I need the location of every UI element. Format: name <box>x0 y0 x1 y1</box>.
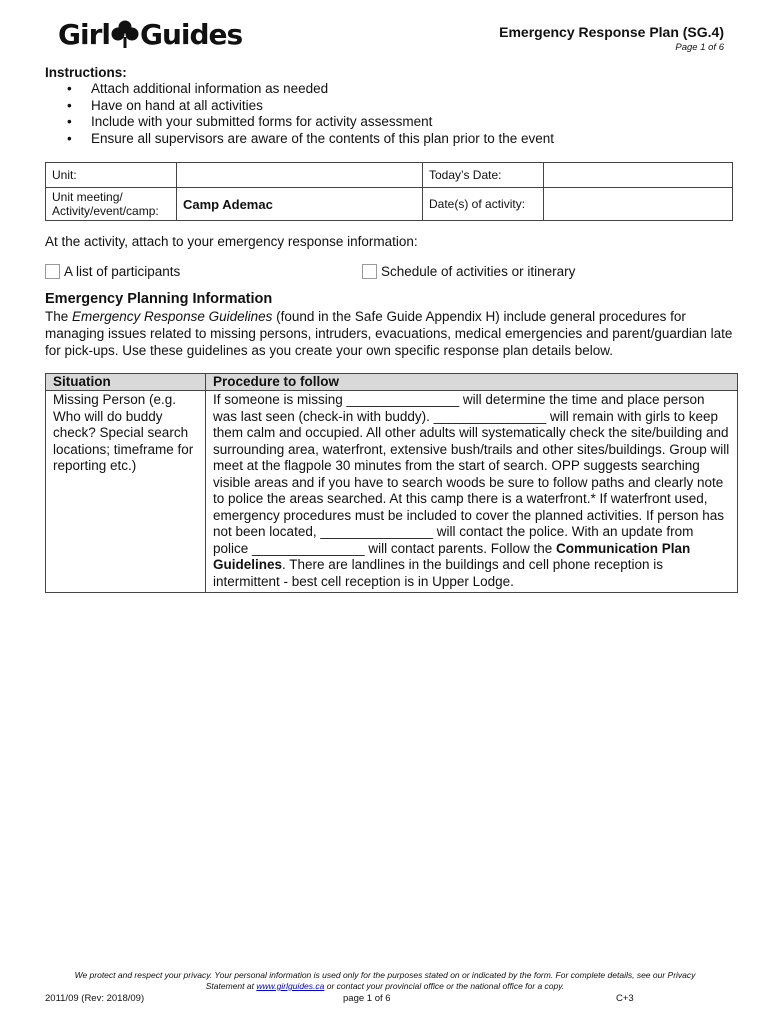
participants-checkbox[interactable] <box>45 264 60 279</box>
activity-dates-field[interactable] <box>544 188 733 221</box>
situation-header: Situation <box>46 374 206 391</box>
planning-text-post: (found in the Safe Guide Appendix H) include general procedures for managing issues related to missing persons, intruders, evacuations, medical emergencies and parent/guardian late for pick-ups. Use these guidelines as you create your own specific response plan details below. <box>45 309 733 358</box>
schedule-checkbox[interactable] <box>362 264 377 279</box>
procedure-header: Procedure to follow <box>206 374 738 391</box>
planning-paragraph <box>45 308 735 359</box>
schedule-checkbox-label: Schedule of activities or itinerary <box>381 264 576 279</box>
todays-date-field[interactable] <box>544 163 733 188</box>
privacy-line2-post: or contact your provincial office or the national office for a copy. <box>324 981 565 991</box>
instruction-item: • Attach additional information as needed <box>45 81 554 98</box>
privacy-line1: We protect and respect your privacy. Your personal information is used only for the purposes stated on or indicated by the form. For complete details, see our Privacy <box>74 970 696 980</box>
form-title: Emergency Response Plan (SG.4) <box>499 24 724 40</box>
meeting-label <box>46 188 177 221</box>
procedure-text: If someone is missing _______________ will determine the time and place person was last seen (check-in with buddy). _______________ will remain with girls to keep them calm and occupied. All other adults will systematically check the site/building and surrounding area, waterfront, extensive bush/trails and other sites/buildings. Group will meet at the flagpole 30 minutes from the start of search. OPP suggests searching visible areas and if you have to search woods be sure to follow paths and clearly note to police the areas searched. At this camp there is a waterfront.* If waterfront used, emergency procedures must be included to cover the planned activities. If person has not been located, _______________ will contact the police. With an update from police _______________ will contact parents. Follow the <box>213 392 730 556</box>
procedure-text-end: . There are landlines in the buildings and cell phone reception is intermittent - best cell reception is in Upper Lodge. <box>213 557 664 589</box>
header-page-number: Page 1 of 6 <box>675 42 724 53</box>
guidelines-title: Emergency Response Guidelines <box>72 309 273 324</box>
logo-text-girl: Girl <box>58 17 110 51</box>
activity-dates-label: Date(s) of activity: <box>423 188 544 221</box>
girl-guides-logo <box>58 16 242 52</box>
procedure-table <box>45 373 738 593</box>
planning-heading: Emergency Planning Information <box>45 291 273 307</box>
privacy-notice <box>0 970 770 992</box>
procedure-cell[interactable] <box>206 391 738 593</box>
trefoil-icon <box>111 19 139 49</box>
privacy-line2 <box>0 981 770 992</box>
form-code: C+3 <box>616 993 634 1004</box>
attach-instructions: At the activity, attach to your emergency response information: <box>45 234 418 249</box>
instruction-item: • Ensure all supervisors are aware of the contents of this plan prior to the event <box>45 131 554 148</box>
schedule-checkbox-row[interactable] <box>362 264 575 279</box>
logo-text-guides: Guides <box>140 17 243 51</box>
meeting-label-line1: Unit meeting/ <box>52 190 123 204</box>
planning-text-pre: The <box>45 309 73 324</box>
activity-name-field[interactable]: Camp Ademac <box>177 188 423 221</box>
table-row <box>46 391 738 593</box>
participants-checkbox-label: A list of participants <box>64 264 181 279</box>
instruction-item: • Have on hand at all activities <box>45 98 554 115</box>
footer-page-number: page 1 of 6 <box>343 993 391 1004</box>
participants-checkbox-row[interactable] <box>45 264 180 279</box>
unit-field[interactable] <box>177 163 423 188</box>
privacy-line2-pre: Statement at <box>205 981 257 991</box>
communication-plan-ref: Communication Plan Guidelines <box>213 540 691 572</box>
meeting-label-line2: Activity/event/camp: <box>52 204 159 218</box>
revision-date: 2011/09 (Rev: 2018/09) <box>45 993 145 1004</box>
situation-cell: Missing Person (e.g. Who will do buddy check? Special search locations; timeframe for reporting etc.) <box>46 391 206 593</box>
instruction-item: • Include with your submitted forms for activity assessment <box>45 114 554 131</box>
privacy-link[interactable]: www.girlguides.ca <box>256 981 325 991</box>
info-table <box>45 162 733 221</box>
instructions-heading: Instructions: <box>45 65 127 80</box>
instructions-list <box>45 81 554 147</box>
todays-date-label: Today’s Date: <box>423 163 544 188</box>
unit-label: Unit: <box>46 163 177 188</box>
